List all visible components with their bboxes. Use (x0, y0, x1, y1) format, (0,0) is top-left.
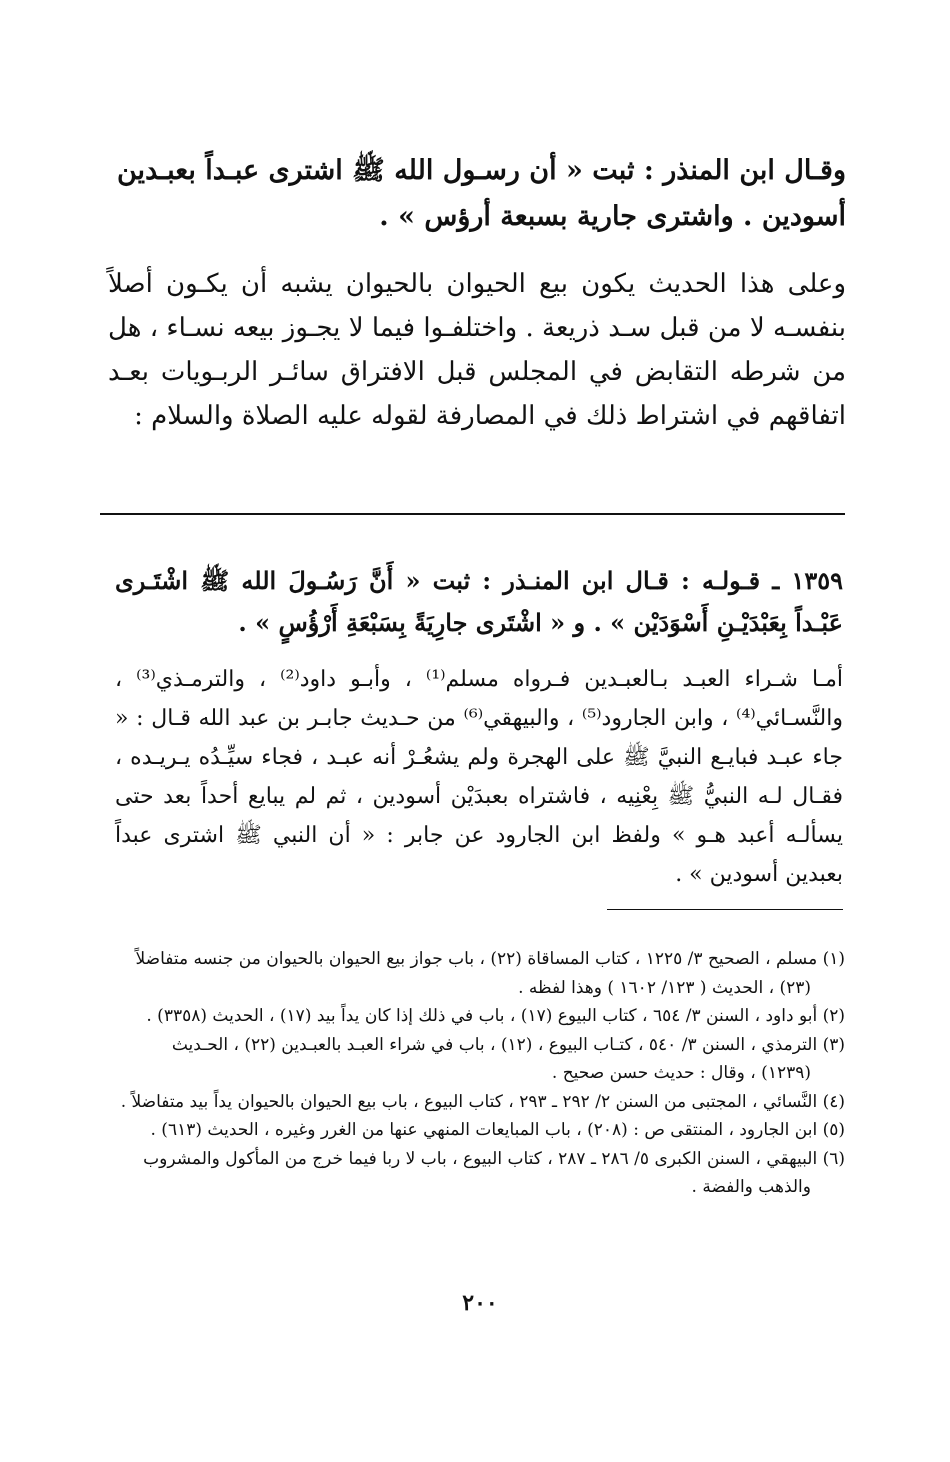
footnote-line: (٢) أبو داود ، السنن ٣/ ٦٥٤ ، كتاب البيوع (١٧) ، باب في ذلك إذا كان يداً بيد (١٧) ، الحديث (٣٣٥٨) . (146, 1006, 845, 1026)
footnote-2 (115, 1002, 845, 1031)
footnote-continuation: والذهب والفضة . (691, 1177, 811, 1197)
hadith-heading (115, 560, 843, 644)
quoted-statement-line-1: وقـال ابن المنذر : ثبت « أن رسـول الله ﷺ اشترى عبـداً بعبـدين (117, 155, 846, 186)
footnote-line: (١) مسلم ، الصحيح ٣/ ١٢٢٥ ، كتاب المساقاة (٢٢) ، باب جواز بيع الحيوان بالحيوان من جنسه متفاضلاً (135, 949, 845, 969)
footnote-line: (٦) البيهقي ، السنن الكبرى ٥/ ٢٨٦ ـ ٢٨٧ ، كتاب البيوع ، باب لا ربا فيما خرج من المأكول والمشروب (143, 1148, 845, 1169)
footnote-continuation: (١٢٣٩) ، وقال : حديث حسن صحيح . (551, 1063, 811, 1083)
footnotes (115, 945, 845, 1202)
page-number: ٢٠٠ (462, 1290, 498, 1316)
hadith-heading-text: ١٣٥٩ ـ قـولـه : قـال ابن المنـذر : ثبت « أَنَّ رَسُـولَ الله ﷺ اشْتَـرى عَبْـداً بِعَبْدَيْـنِ أَسْوَدَيْن » . و « اشْتَرى جارِيَةً بِسَبْعَةِ أَرْؤُسٍ » . (115, 566, 843, 637)
footnote-divider (607, 909, 843, 910)
footnote-line: (٣) الترمذي ، السنن ٣/ ٥٤٠ ، كتـاب البيوع ، (١٢) ، باب في شراء العبـد بالعبـدين (٢٢) ، الحـديث (171, 1034, 845, 1055)
quoted-statement-line-2: أسودين . واشترى جارية بسبعة أرؤس » . (379, 201, 846, 232)
footnote-6 (115, 1145, 845, 1202)
footnote-continuation: (٢٣) ، الحديث ( ١٢٣/ ١٦٠٢ ) وهذا لفظه . (518, 977, 811, 998)
section-divider (100, 513, 845, 515)
explanation-text: أمـا شـراء العبـد بـالعبـدين فـرواه مسلم⁽¹⁾ ، وأبـو داود⁽²⁾ ، والترمـذي⁽³⁾ ، والنَّسـائي⁽⁴⁾ ، وابن الجارود⁽⁵⁾ ، والبيهقي⁽⁶⁾ من حـديث جابـر بن عبد الله قـال : « جاء عبـد فبايـع النبيَّ ﷺ على الهجرة ولم يشعُـرْ أنه عبـد ، فجاء سيِّـدُه يـريـده ، فقـال لـه النبيُّ ﷺ بِعْنِيه ، فاشتراه بعبدَيْن أسودين ، ثم لم يبايع أحداً بعد حتى يسألـه أعبد هـو » ولفظ ابن الجارود عن جابر : « أن النبي ﷺ اشترى عبداً بعبدين أسودين » . (115, 667, 843, 887)
footnote-5 (115, 1116, 845, 1145)
footnote-3 (115, 1031, 845, 1088)
footnote-1 (115, 945, 845, 1002)
commentary-text: وعلى هذا الحديث يكون بيع الحيوان بالحيوان يشبه أن يكـون أصلاً بنفسـه لا من قبل سـد ذريعة . واختلفـوا فيما لا يجـوز بيعه نسـاء ، هل من شرطه التقابض في المجلس قبل الافتراق سائـر الربـويات بعـد اتفاقهم في اشتراط ذلك في المصارفة لقوله عليه الصلاة والسلام : (108, 269, 846, 431)
footnote-line: (٤) النَّسائي ، المجتبى من السنن ٢/ ٢٩٢ ـ ٢٩٣ ، كتاب البيوع ، باب بيع الحيوان بالحيوان يداً بيد متفاضلاً . (120, 1091, 845, 1112)
footnote-line: (٥) ابن الجارود ، المنتقى ص : (٢٠٨) ، باب المبايعات المنهي عنها من الغرر وغيره ، الحديث (٦١٣) . (150, 1120, 845, 1140)
footnote-4 (115, 1088, 845, 1117)
quoted-statement (108, 148, 846, 240)
explanation-paragraph (115, 660, 843, 894)
commentary-paragraph (108, 262, 846, 438)
